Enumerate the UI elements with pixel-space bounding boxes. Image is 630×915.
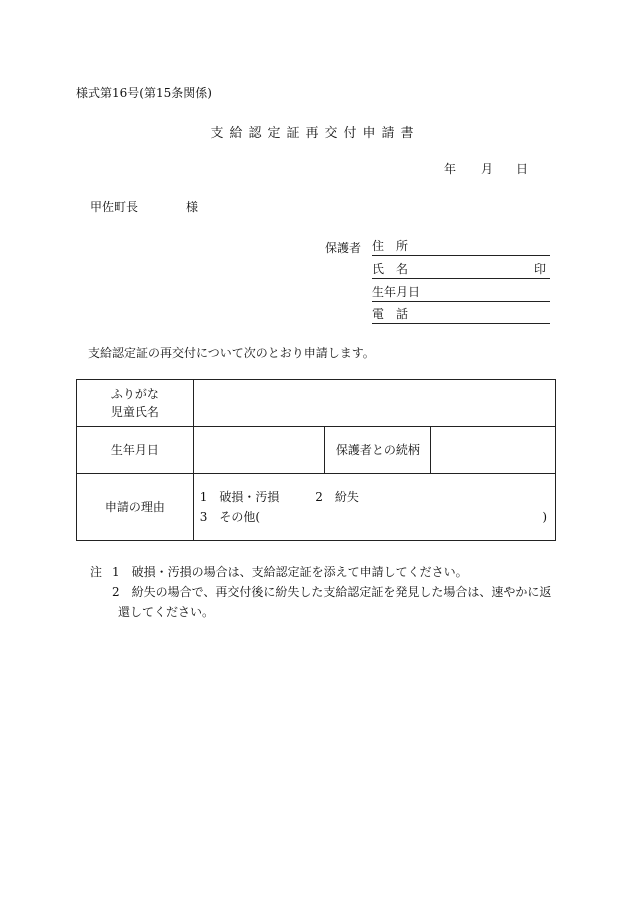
child-name-row xyxy=(77,380,556,427)
addressee-name: 甲佐町長 xyxy=(90,200,139,214)
reason-row-2 xyxy=(200,507,555,527)
guardian-birthdate-field[interactable] xyxy=(372,283,550,302)
birthdate-input[interactable] xyxy=(193,427,325,474)
intro-statement: 支給認定証の再交付について次のとおり申請します。 xyxy=(88,346,375,360)
birthdate-label: 生年月日 xyxy=(77,427,194,474)
guardian-birthdate-label: 生年月日 xyxy=(372,285,421,299)
reason-option-lost[interactable]: 2 紛失 xyxy=(315,490,359,504)
note-1 xyxy=(90,562,468,582)
notes xyxy=(90,562,552,622)
child-name-input[interactable] xyxy=(193,380,555,427)
reason-row-1 xyxy=(200,487,555,507)
reason-row xyxy=(77,474,556,541)
reason-options[interactable] xyxy=(193,474,555,541)
seal-mark: 印 xyxy=(533,262,546,276)
date-year-label: 年 xyxy=(444,162,457,176)
reason-option-damage[interactable]: 1 破損・汚損 xyxy=(199,490,280,504)
child-name-label: 児童氏名 xyxy=(110,405,159,419)
notes-prefix: 注 xyxy=(90,565,103,579)
reason-option-other[interactable]: 3 その他( xyxy=(199,510,261,524)
guardian-name-field[interactable] xyxy=(372,260,550,279)
note-2-continued xyxy=(90,602,215,622)
child-name-label-cell xyxy=(77,380,194,427)
relation-label: 保護者との続柄 xyxy=(325,427,431,474)
reason-label: 申請の理由 xyxy=(77,474,194,541)
note-2-text: 2 紛失の場合で、再交付後に紛失した支給認定証を発見した場合は、速やかに返 xyxy=(112,585,552,599)
guardian-name-label: 氏 名 xyxy=(372,262,409,276)
note-2 xyxy=(90,582,552,602)
addressee xyxy=(90,198,198,215)
relation-input[interactable] xyxy=(431,427,556,474)
document-title: 支給認定証再交付申請書 xyxy=(210,126,420,141)
guardian-address-label: 住 所 xyxy=(372,239,409,253)
date-month-label: 月 xyxy=(481,162,494,176)
guardian-phone-label: 電 話 xyxy=(372,307,409,321)
note-1-text: 1 破損・汚損の場合は、支給認定証を添えて申請してください。 xyxy=(112,565,468,579)
guardian-phone-field[interactable] xyxy=(372,305,550,324)
date-day-label: 日 xyxy=(516,162,529,176)
note-2-text-cont: 還してください。 xyxy=(118,605,215,619)
furigana-label: ふりがな xyxy=(110,387,159,401)
application-table xyxy=(76,379,556,541)
addressee-honorific: 様 xyxy=(186,200,199,214)
form-number: 様式第16号(第15条関係) xyxy=(76,86,212,100)
reason-other-close: ) xyxy=(542,510,547,524)
birthdate-row xyxy=(77,427,556,474)
guardian-label: 保護者 xyxy=(325,241,362,255)
guardian-address-field[interactable] xyxy=(372,237,550,256)
